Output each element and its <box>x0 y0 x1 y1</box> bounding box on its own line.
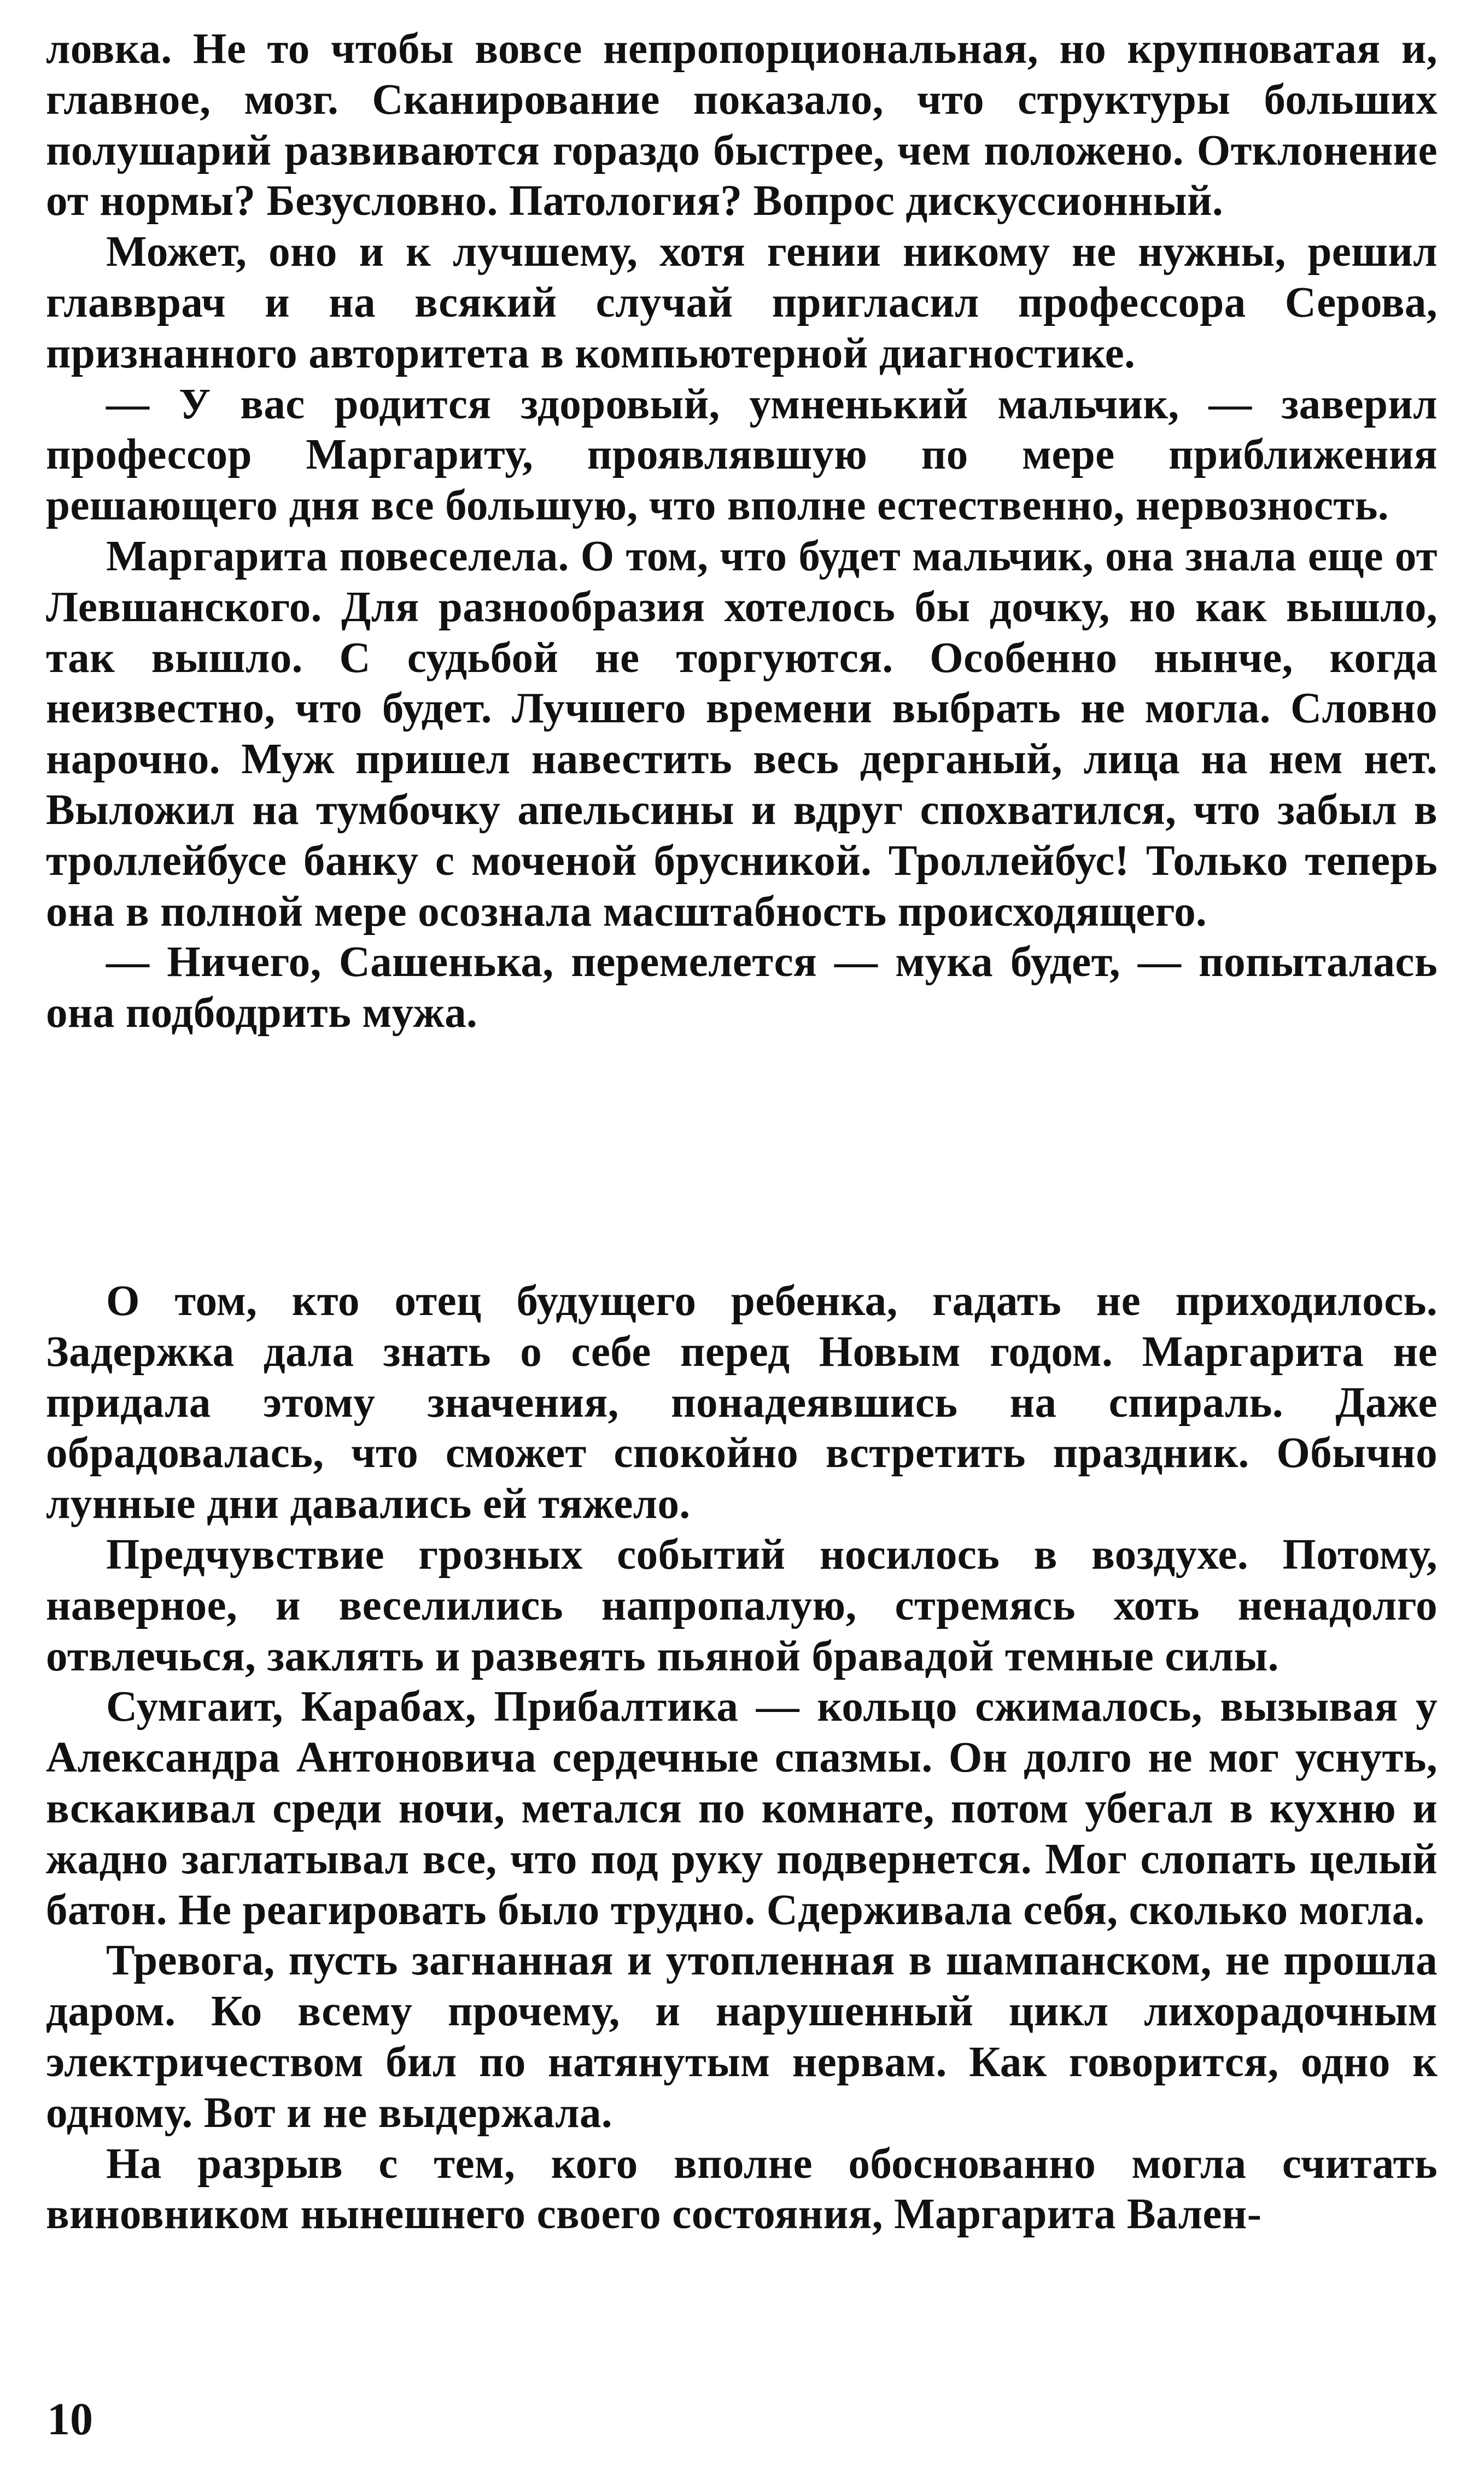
paragraph: Маргарита повеселела. О том, что будет мальчик, она знала еще от Левшанского. Для разнообразия хотелось бы дочку, но как вышло, так вышло. С судьбой не торгуются. Особенно нынче, когда неизвестно, что будет. Лучшего времени выбрать не могла. Словно нарочно. Муж пришел навестить весь дерганый, лица на нем нет. Выложил на тумбочку апельсины и вдруг спохватился, что забыл в троллейбусе банку с моченой брусникой. Троллейбус! Только теперь она в полной мере осознала масштабность происходящего. <box>46 532 1438 936</box>
text-section-2 <box>46 1276 1438 2240</box>
paragraph: ловка. Не то чтобы вовсе непропорциональная, но крупноватая и, главное, мозг. Сканирование показало, что структуры больших полушарий развиваются гораздо быстрее, чем положено. Отклонение от нормы? Безусловно. Патология? Вопрос дискуссионный. <box>46 25 1438 225</box>
paragraph: Предчувствие грозных событий носилось в воздухе. Потому, наверное, и веселились напропалую, стремясь хоть ненадолго отвлечься, заклять и развеять пьяной бравадой темные силы. <box>46 1530 1438 1680</box>
paragraph: — Ничего, Сашенька, перемелется — мука будет, — попыталась она подбодрить мужа. <box>46 938 1438 1037</box>
paragraph: Тревога, пусть загнанная и утопленная в шампанском, не прошла даром. Ко всему прочему, и нарушенный цикл лихорадочным электричеством бил по натянутым нервам. Как говорится, одно к одному. Вот и не выдержала. <box>46 1937 1438 2137</box>
text-section-1 <box>46 24 1438 1039</box>
paragraph: На разрыв с тем, кого вполне обоснованно могла считать виновником нынешнего своего состояния, Маргарита Вален- <box>46 2140 1438 2239</box>
page-number: 10 <box>47 2394 93 2445</box>
paragraph: Сумгаит, Карабах, Прибалтика — кольцо сжималось, вызывая у Александра Антоновича сердечные спазмы. Он долго не мог уснуть, вскакивал среди ночи, метался по комнате, потом убегал в кухню и жадно заглатывал все, что под руку подвернется. Мог слопать целый батон. Не реагировать было трудно. Сдерживала себя, сколько могла. <box>46 1683 1438 1934</box>
paragraph: О том, кто отец будущего ребенка, гадать не приходилось. Задержка дала знать о себе перед Новым годом. Маргарита не придала этому значения, понадеявшись на спираль. Даже обрадовалась, что сможет спокойно встретить праздник. Обычно лунные дни давались ей тяжело. <box>46 1277 1438 1528</box>
paragraph: Может, оно и к лучшему, хотя гении никому не нужны, решил главврач и на всякий случай пригласил профессора Серова, признанного авторитета в компьютерной диагностике. <box>46 228 1438 377</box>
paragraph: — У вас родится здоровый, умненький мальчик, — заверил профессор Маргариту, проявлявшую по мере приближения решающего дня все большую, что вполне естественно, нервозность. <box>46 380 1438 530</box>
